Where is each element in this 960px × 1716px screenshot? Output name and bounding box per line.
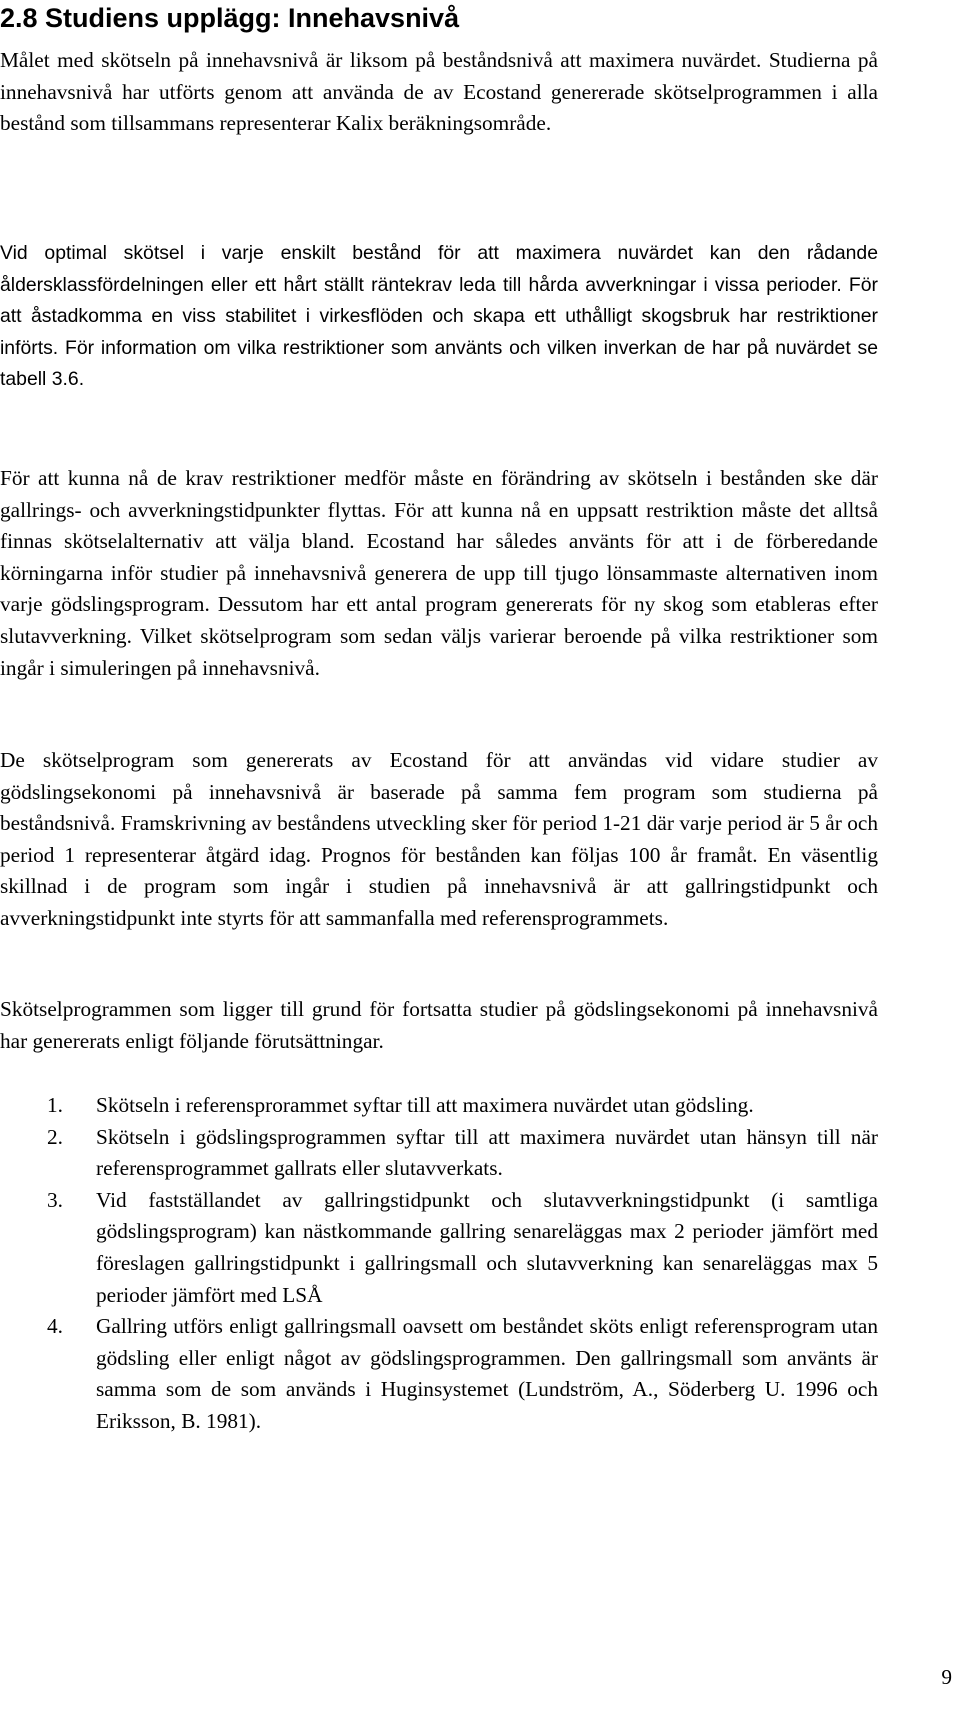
list-item-number: 4.	[47, 1314, 63, 1339]
forutsattningar-list	[0, 1090, 878, 1438]
list-item-text: Skötseln i referensprorammet syftar till att maximera nuvärdet utan gödsling.	[96, 1093, 754, 1117]
list-item-number: 1.	[47, 1093, 63, 1117]
paragraph-optimal-skotsel: Vid optimal skötsel i varje enskilt bestånd för att maximera nuvärdet kan den rådande åldersklassfördelningen eller ett hårt ställt räntekrav leda till hårda avverkningar i vissa perioder. För att åstadkomma en viss stabilitet i virkesflöden och skapa ett uthålligt skogsbruk har restriktioner införts. För information om vilka restriktioner som använts och vilken inverkan de har på nuvärdet se tabell 3.6.	[0, 242, 878, 391]
paragraph-skotselprogram: De skötselprogram som genererats av Ecostand för att användas vid vidare studier av gödslingsekonomi på innehavsnivå är baserade på samma fem program som studierna på beståndsnivå. Framskrivning av beståndens utveckling sker för period 1-21 där varje period är 5 år och period 1 representerar åtgärd idag. Prognos för bestånden kan följas 100 år framåt. En väsentlig skillnad i de program som ingår i studien på innehavsnivå är att gallringstidpunkt och avverkningstidpunkt inte styrts för att sammanfalla med referensprogrammets.	[0, 748, 878, 930]
list-item	[0, 1122, 878, 1185]
list-item	[0, 1090, 878, 1122]
list-item	[0, 1311, 878, 1437]
page-number: 9	[941, 1665, 952, 1689]
list-item-text: Gallring utförs enligt gallringsmall oavsett om beståndet sköts enligt referensprogram utan gödsling eller enligt något av gödslingsprogrammen. Den gallringsmall som använts är samma som de som används i Huginsystemet (Lundström, A., Söderberg U. 1996 och Eriksson, B. 1981).	[96, 1314, 878, 1433]
paragraph-forutsattningar: Skötselprogrammen som ligger till grund för fortsatta studier på gödslingsekonomi på innehavsnivå har genererats enligt följande förutsättningar.	[0, 997, 878, 1053]
list-item-text: Vid fastställandet av gallringstidpunkt och slutavverkningstidpunkt (i samtliga gödslingsprogram) kan nästkommande gallring senareläggas max 2 perioder jämfört med föreslagen gallringstidpunkt i gallringsmall och slutavverkning kan senareläggas max 5 perioder jämfört med LSÅ	[96, 1187, 878, 1307]
list-item-number: 2.	[47, 1124, 63, 1149]
list-item	[0, 1185, 878, 1311]
list-item-number: 3.	[47, 1187, 63, 1212]
list-item-text: Skötseln i gödslingsprogrammen syftar till att maximera nuvärdet utan hänsyn till när referensprogrammet gallrats eller slutavverkats.	[96, 1124, 878, 1181]
paragraph-intro: Målet med skötseln på innehavsnivå är liksom på beståndsnivå att maximera nuvärdet. Studierna på innehavsnivå har utförts genom att använda de av Ecostand genererade skötselprogrammen i alla bestånd som tillsammans representerar Kalix beräkningsområde.	[0, 48, 878, 136]
section-heading: 2.8 Studiens upplägg: Innehavsnivå	[0, 3, 460, 33]
paragraph-restriktioner: För att kunna nå de krav restriktioner medför måste en förändring av skötseln i bestånden ske där gallrings- och avverkningstidpunkter flyttas. För att kunna nå en uppsatt restriktion måste det alltså finnas skötselalternativ att välja bland. Ecostand har således använts för att i de förberedande körningarna inför studier på innehavsnivå generera de upp till tjugo lönsammaste alternativen inom varje gödslingsprogram. Dessutom har ett antal program genererats för ny skog som etableras efter slutavverkning. Vilket skötselprogram som sedan väljs varierar beroende på vilka restriktioner som ingår i simuleringen på innehavsnivå.	[0, 466, 878, 680]
